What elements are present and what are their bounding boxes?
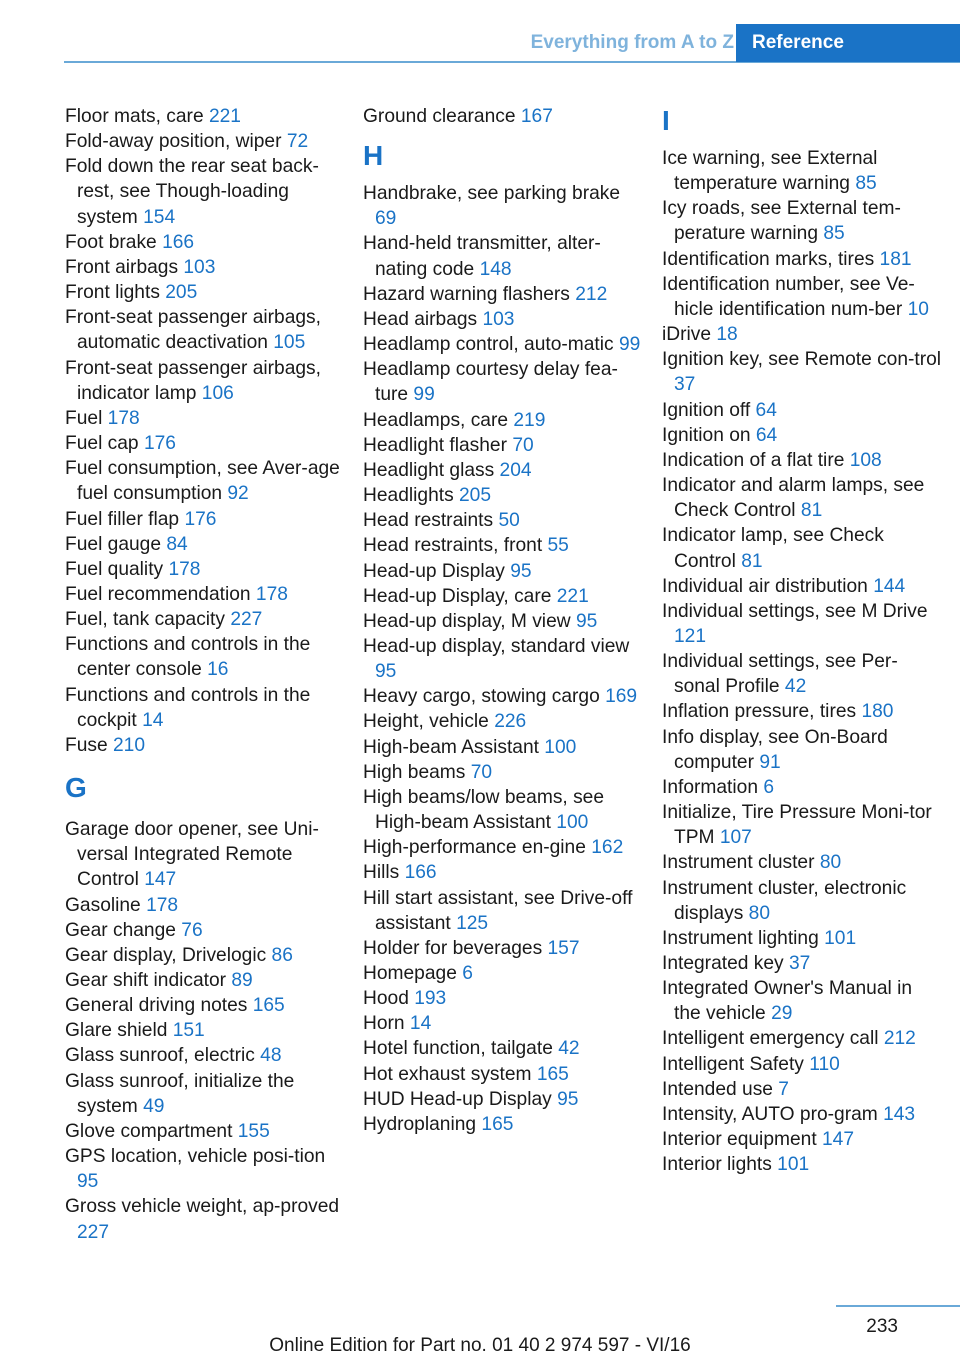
index-page-link[interactable]: 105 — [273, 332, 306, 354]
index-entry — [363, 609, 643, 634]
index-entry-text: Interior lights — [662, 1154, 778, 1176]
index-entry — [363, 533, 643, 558]
index-entry-text: Indication of a flat tire — [662, 449, 850, 471]
index-entry — [65, 968, 345, 993]
index-entry — [65, 305, 345, 355]
index-entry-text: Hill start assistant, see Drive-off assistant — [363, 887, 633, 934]
index-page-link[interactable]: 106 — [201, 382, 234, 404]
index-entry — [65, 557, 345, 582]
index-page-link[interactable]: 95 — [77, 1171, 99, 1193]
index-entry-text: Hazard warning flashers — [363, 283, 576, 305]
index-page-link[interactable]: 95 — [510, 560, 532, 582]
index-entry — [662, 1077, 942, 1102]
index-entry-text: Intended use — [662, 1078, 779, 1100]
index-entry-text: Fuel gauge — [65, 533, 167, 555]
index-entry — [65, 1043, 345, 1068]
index-entry-text: Hotel function, tailgate — [363, 1038, 559, 1060]
index-entry — [65, 154, 345, 229]
index-entry-text: Functions and controls in the cockpit — [65, 684, 311, 731]
index-entry-text: Inflation pressure, tires — [662, 701, 862, 723]
index-page-link[interactable]: 176 — [184, 508, 217, 530]
index-entry — [65, 632, 345, 682]
index-entry — [363, 104, 643, 129]
index-entry-text: Individual settings, see M Drive — [662, 600, 928, 622]
index-entry — [363, 483, 643, 508]
header-reference-tab: Reference — [736, 24, 960, 62]
index-page-link[interactable]: 80 — [748, 902, 770, 924]
index-entry-text: Floor mats, care — [65, 106, 209, 127]
index-page-link[interactable]: 205 — [459, 485, 492, 507]
index-page-link[interactable]: 49 — [143, 1095, 165, 1117]
index-page-link[interactable]: 64 — [755, 399, 777, 421]
index-entry-text: Intensity, AUTO pro-gram — [662, 1103, 884, 1125]
index-entry-text: High-performance en-gine — [363, 837, 592, 859]
index-page-link[interactable]: 85 — [823, 223, 845, 245]
index-entry — [662, 951, 942, 976]
index-entry-text: Hood — [363, 988, 415, 1010]
index-page-link[interactable]: 95 — [557, 1088, 579, 1110]
index-entry — [363, 508, 643, 533]
index-entry — [65, 893, 345, 918]
index-page-link[interactable]: 154 — [143, 206, 176, 228]
index-entry — [662, 775, 942, 800]
index-page-link[interactable]: 70 — [512, 434, 534, 456]
index-entry-text: Intelligent Safety — [662, 1053, 810, 1075]
index-entry — [363, 634, 643, 684]
index-entry — [65, 943, 345, 968]
index-page-link[interactable]: 99 — [413, 384, 435, 406]
index-page-link[interactable]: 69 — [375, 208, 397, 230]
index-page-link[interactable]: 219 — [513, 409, 546, 431]
index-entry-text: Ignition on — [662, 424, 756, 446]
index-entry-text: Fold down the rear seat back-rest, see Though-loading system — [65, 156, 319, 228]
index-entry — [363, 1087, 643, 1112]
index-page-link[interactable]: 103 — [482, 308, 515, 330]
index-entry-text: Holder for beverages — [363, 937, 548, 959]
index-page-link[interactable]: 226 — [494, 711, 527, 733]
index-page-link[interactable]: 64 — [755, 424, 778, 446]
index-entry — [662, 322, 942, 347]
index-entry-text: Intelligent emergency call — [662, 1028, 884, 1050]
index-page-link[interactable]: 148 — [479, 258, 512, 280]
index-entry-text: Ground clearance — [363, 106, 521, 127]
index-page-link[interactable]: 125 — [456, 912, 489, 934]
index-entry-text: Functions and controls in the center console — [65, 634, 311, 681]
index-entry — [662, 699, 942, 724]
index-entry — [662, 473, 942, 523]
index-entry — [662, 423, 942, 448]
index-entry-text: Headlamp courtesy delay fea-ture — [363, 359, 618, 406]
index-entry — [363, 1036, 643, 1061]
index-entry-text: Horn — [363, 1013, 410, 1035]
index-entry — [662, 1152, 942, 1177]
index-entry-text: Gear shift indicator — [65, 970, 232, 991]
index-entry-text: Glove compartment — [65, 1120, 238, 1142]
index-page-link[interactable]: 48 — [260, 1045, 282, 1067]
index-page-link[interactable]: 95 — [375, 661, 397, 683]
index-entry-text: Fold-away position, wiper — [65, 131, 287, 153]
index-page-link[interactable]: 18 — [716, 324, 738, 346]
index-page-link[interactable]: 204 — [499, 459, 532, 481]
index-entry — [65, 1018, 345, 1043]
index-entry — [363, 886, 643, 936]
index-entry — [65, 683, 345, 733]
index-entry-text: Fuel consumption, see Aver-age fuel consumption — [65, 458, 340, 505]
index-entry — [662, 926, 942, 951]
index-entry — [363, 458, 643, 483]
index-entry — [662, 196, 942, 246]
index-entry-text: Ice warning, see External temperature warning — [662, 148, 878, 195]
index-entry — [65, 230, 345, 255]
index-entry — [363, 433, 643, 458]
index-entry-text: Initialize, Tire Pressure Moni-tor TPM — [662, 802, 932, 849]
index-page-link[interactable]: 6 — [462, 963, 473, 984]
index-entry — [65, 733, 345, 758]
page-number: 233 — [866, 1316, 898, 1337]
index-entry — [662, 272, 942, 322]
index-entry — [363, 282, 643, 307]
index-entry-text: Instrument lighting — [662, 927, 825, 949]
index-entry — [662, 1026, 942, 1051]
index-page-link[interactable]: 16 — [207, 659, 229, 681]
index-page-link[interactable]: 100 — [544, 736, 577, 758]
index-entry — [65, 280, 345, 305]
index-entry-text: Front airbags — [65, 256, 184, 278]
index-entry-text: Height, vehicle — [363, 711, 495, 733]
index-entry-text: High beams/low beams, see High-beam Assistant — [363, 786, 605, 834]
index-entry-text: HUD Head-up Display — [363, 1088, 558, 1110]
index-entry-text: Ignition off — [662, 399, 756, 421]
index-entry-text: Head-up Display, care — [363, 585, 557, 607]
index-letter-heading: G — [65, 772, 87, 804]
index-entry — [662, 876, 942, 926]
index-letter-heading: H — [363, 140, 384, 172]
index-entry-text: Fuel, tank capacity — [65, 609, 231, 631]
index-entry-text: Fuel recommendation — [65, 583, 256, 605]
index-entry — [65, 1144, 345, 1194]
index-entry — [65, 129, 345, 154]
index-page-link[interactable]: 151 — [172, 1020, 205, 1042]
index-page-link[interactable]: 70 — [470, 761, 493, 783]
index-entry — [363, 307, 643, 332]
index-entry-text: Instrument cluster, electronic displays — [662, 877, 907, 924]
index-entry-text: Heavy cargo, stowing cargo — [363, 686, 606, 708]
index-page-link[interactable]: 181 — [879, 248, 912, 270]
index-page-link[interactable]: 107 — [719, 827, 752, 849]
index-entry — [65, 817, 345, 892]
index-entry — [363, 961, 643, 986]
index-entry — [363, 1112, 643, 1137]
index-page-link[interactable]: 86 — [271, 944, 293, 966]
index-entry-text: Integrated Owner's Manual in the vehicle — [662, 978, 913, 1025]
index-entry-text: High beams — [363, 761, 471, 783]
index-entry-text: Head restraints, front — [363, 535, 548, 557]
index-entry — [65, 431, 345, 456]
index-page-link[interactable]: 227 — [77, 1221, 110, 1243]
index-column-1 — [65, 104, 345, 1245]
index-entry-text: Headlights — [363, 485, 459, 507]
index-page-link[interactable]: 95 — [575, 610, 598, 632]
index-entry — [662, 1052, 942, 1077]
index-entry-text: Hand-held transmitter, alter-nating code — [363, 233, 601, 280]
index-page-link[interactable]: 84 — [166, 533, 188, 555]
index-page-link[interactable]: 221 — [208, 106, 241, 127]
index-page-link[interactable]: 72 — [286, 131, 309, 153]
index-page-link[interactable]: 7 — [778, 1078, 789, 1100]
index-entry-text: Glare shield — [65, 1020, 173, 1042]
index-page-link[interactable]: 147 — [144, 869, 177, 891]
index-entry-text: Handbrake, see parking brake — [363, 183, 621, 205]
index-page-link[interactable]: 92 — [227, 483, 249, 505]
index-page-link[interactable]: 89 — [231, 970, 253, 991]
index-page-link[interactable]: 108 — [849, 449, 882, 471]
index-entry — [662, 574, 942, 599]
index-page-link[interactable]: 227 — [230, 609, 263, 631]
index-entry-text: Ignition key, see Remote con-trol — [662, 349, 942, 371]
index-page-link[interactable]: 81 — [800, 500, 823, 522]
index-entry-text: Identification marks, tires — [662, 248, 880, 270]
index-page-link[interactable]: 50 — [498, 510, 520, 532]
index-column-2 — [363, 104, 643, 1137]
index-entry — [65, 456, 345, 506]
index-entry — [65, 1194, 345, 1244]
index-page-link[interactable]: 14 — [409, 1013, 432, 1035]
index-entry-text: Head airbags — [363, 308, 483, 330]
index-entry-text: Fuel cap — [65, 433, 144, 455]
index-entry-text: Head restraints — [363, 510, 499, 532]
index-entry — [662, 347, 942, 397]
index-entry-text: Headlight glass — [363, 459, 500, 481]
index-entry — [662, 800, 942, 850]
index-entry — [363, 735, 643, 760]
index-page-link[interactable]: 101 — [824, 927, 857, 949]
index-page-link[interactable]: 110 — [809, 1053, 840, 1075]
index-entry — [363, 1062, 643, 1087]
index-entry-text: Head-up display, M view — [363, 610, 576, 632]
index-entry-text: Head-up display, standard view — [363, 635, 630, 657]
index-entry — [65, 356, 345, 406]
index-entry-text: Fuel quality — [65, 558, 169, 580]
index-entry-text: High-beam Assistant — [363, 736, 545, 758]
index-entry — [65, 406, 345, 431]
index-entry — [662, 398, 942, 423]
index-entry — [65, 507, 345, 532]
index-entry-text: Front-seat passenger airbags, indicator lamp — [65, 357, 321, 404]
index-entry-text: Fuel filler flap — [65, 508, 185, 530]
index-entry — [662, 725, 942, 775]
index-entry-text: Interior equipment — [662, 1129, 822, 1151]
index-entry — [662, 976, 942, 1026]
index-entry — [65, 993, 345, 1018]
index-entry-text: Front-seat passenger airbags, automatic deactivation — [65, 307, 321, 354]
index-page-link[interactable]: 212 — [575, 283, 608, 305]
index-letter-heading: I — [662, 105, 670, 136]
index-entry — [662, 523, 942, 573]
index-entry-text: Head-up Display — [363, 560, 511, 582]
index-page-link[interactable]: 29 — [771, 1003, 793, 1025]
index-page-link[interactable]: 205 — [165, 282, 198, 304]
index-entry-text: Integrated key — [662, 953, 789, 974]
footer-rule — [836, 1305, 960, 1307]
index-entry-text: Hot exhaust system — [363, 1063, 537, 1085]
index-entry — [65, 607, 345, 632]
index-page-link[interactable]: 176 — [143, 433, 176, 455]
index-page-link[interactable]: 167 — [520, 106, 553, 127]
index-entry — [363, 760, 643, 785]
index-entry-text: Individual air distribution — [662, 575, 874, 597]
index-page-link[interactable]: 91 — [759, 751, 781, 773]
index-column-3 — [662, 104, 942, 1177]
index-page-link[interactable]: 76 — [181, 919, 203, 941]
index-entry — [65, 104, 345, 129]
index-entry-text: Individual settings, see Per-sonal Profile — [662, 651, 898, 698]
index-entry-text: Headlight flasher — [363, 434, 513, 456]
index-entry-text: Foot brake — [65, 231, 163, 253]
index-entry-text: Info display, see On-Board computer — [662, 726, 888, 773]
index-page-link[interactable]: 212 — [883, 1028, 916, 1050]
index-entry — [363, 332, 643, 357]
index-entry — [363, 584, 643, 609]
index-page-link[interactable]: 81 — [741, 550, 763, 572]
index-page-link[interactable]: 100 — [556, 812, 589, 834]
footer-edition-text: Online Edition for Part no. 01 40 2 974 597 - VI/16 — [269, 1335, 691, 1356]
index-entry — [363, 559, 643, 584]
index-page-link[interactable]: 85 — [855, 173, 877, 195]
index-entry-text: Indicator lamp, see Check Control — [662, 525, 884, 572]
index-entry-text: Identification number, see Ve-hicle identification num-ber — [662, 273, 915, 320]
index-entry — [363, 860, 643, 885]
index-entry-text: Fuel — [65, 407, 108, 429]
index-entry — [363, 357, 643, 407]
index-entry — [65, 532, 345, 557]
index-entry — [363, 936, 643, 961]
index-entry-text: Glass sunroof, initialize the system — [65, 1070, 295, 1117]
index-entry-text: iDrive — [662, 324, 717, 346]
index-entry-text: Front lights — [65, 282, 166, 304]
index-page-link[interactable]: 178 — [146, 894, 179, 916]
index-entry — [662, 850, 942, 875]
index-page-link[interactable]: 180 — [861, 701, 894, 723]
index-entry — [65, 255, 345, 280]
index-entry — [363, 835, 643, 860]
index-page-link[interactable]: 55 — [547, 535, 569, 557]
index-page-link[interactable]: 165 — [252, 995, 285, 1017]
index-entry-text: Gear display, Drivelogic — [65, 944, 272, 966]
index-page-link[interactable]: 166 — [162, 231, 195, 253]
index-entry — [363, 709, 643, 734]
index-page-link[interactable]: 155 — [237, 1120, 270, 1142]
index-entry — [662, 1127, 942, 1152]
index-entry — [662, 1102, 942, 1127]
index-page-link[interactable]: 178 — [168, 558, 201, 580]
index-entry-text: Icy roads, see External tem-perature warning — [662, 198, 901, 245]
index-entry-text: General driving notes — [65, 995, 253, 1017]
index-page-link[interactable]: 144 — [873, 575, 906, 597]
index-page-link[interactable]: 178 — [107, 407, 140, 429]
index-entry-text: Instrument cluster — [662, 852, 820, 874]
index-entry — [65, 918, 345, 943]
index-page-link[interactable]: 42 — [558, 1038, 580, 1060]
index-entry — [662, 448, 942, 473]
index-page-link[interactable]: 178 — [255, 583, 288, 605]
index-entry — [65, 582, 345, 607]
index-entry-text: Fuse — [65, 734, 113, 756]
index-entry — [363, 231, 643, 281]
index-page-link[interactable]: 42 — [784, 676, 807, 698]
index-page-link[interactable]: 101 — [777, 1154, 810, 1176]
index-entry-text: GPS location, vehicle posi-tion — [65, 1146, 326, 1168]
index-entry-text: Glass sunroof, electric — [65, 1045, 261, 1067]
index-entry — [662, 649, 942, 699]
index-page-link[interactable]: 99 — [618, 334, 641, 356]
index-entry — [65, 1069, 345, 1119]
index-entry-text: Garage door opener, see Uni-versal Integrated Remote Control — [65, 819, 319, 891]
index-page-link[interactable]: 165 — [481, 1113, 514, 1135]
index-page-link[interactable]: 210 — [113, 734, 146, 756]
index-entry-text: Information — [662, 776, 764, 798]
index-entry — [363, 181, 643, 231]
index-page-link[interactable]: 193 — [414, 988, 447, 1010]
index-entry — [662, 146, 942, 196]
index-page-link[interactable]: 162 — [591, 837, 624, 859]
index-entry-text: Headlamps, care — [363, 409, 514, 431]
index-entry — [363, 684, 643, 709]
index-entry-text: Indicator and alarm lamps, see Check Control — [662, 475, 925, 522]
index-page-link[interactable]: 103 — [183, 256, 216, 278]
index-entry-text: Homepage — [363, 963, 463, 984]
index-entry — [363, 785, 643, 835]
index-page-link[interactable]: 121 — [674, 625, 707, 647]
index-page-link[interactable]: 80 — [819, 852, 842, 874]
index-page-link[interactable]: 157 — [547, 937, 580, 959]
index-entry — [363, 986, 643, 1011]
index-page-link[interactable]: 166 — [404, 862, 437, 884]
header-section-title: Everything from A to Z — [530, 32, 734, 53]
index-page-link[interactable]: 169 — [605, 686, 638, 708]
index-entry-text: Gear change — [65, 919, 182, 941]
index-entry-text: Headlamp control, auto-matic — [363, 334, 619, 356]
index-entry — [662, 599, 942, 649]
index-page-link[interactable]: 143 — [883, 1103, 916, 1125]
index-entry — [65, 1119, 345, 1144]
index-entry-text: Hills — [363, 862, 405, 884]
index-page-link[interactable]: 37 — [674, 374, 696, 396]
index-entry-text: Gasoline — [65, 894, 147, 916]
index-page-link[interactable]: 6 — [763, 776, 774, 798]
index-page-link[interactable]: 147 — [821, 1129, 854, 1151]
index-entry — [662, 247, 942, 272]
index-page-link[interactable]: 165 — [536, 1063, 569, 1085]
index-entry-text: Hydroplaning — [363, 1113, 482, 1135]
index-page-link[interactable]: 221 — [556, 585, 589, 607]
index-page-link[interactable]: 37 — [788, 953, 811, 974]
index-page-link[interactable]: 14 — [142, 709, 164, 731]
index-page-link[interactable]: 10 — [907, 298, 929, 320]
index-entry — [363, 408, 643, 433]
index-entry-text: Gross vehicle weight, ap-proved — [65, 1196, 340, 1218]
index-entry — [363, 1011, 643, 1036]
